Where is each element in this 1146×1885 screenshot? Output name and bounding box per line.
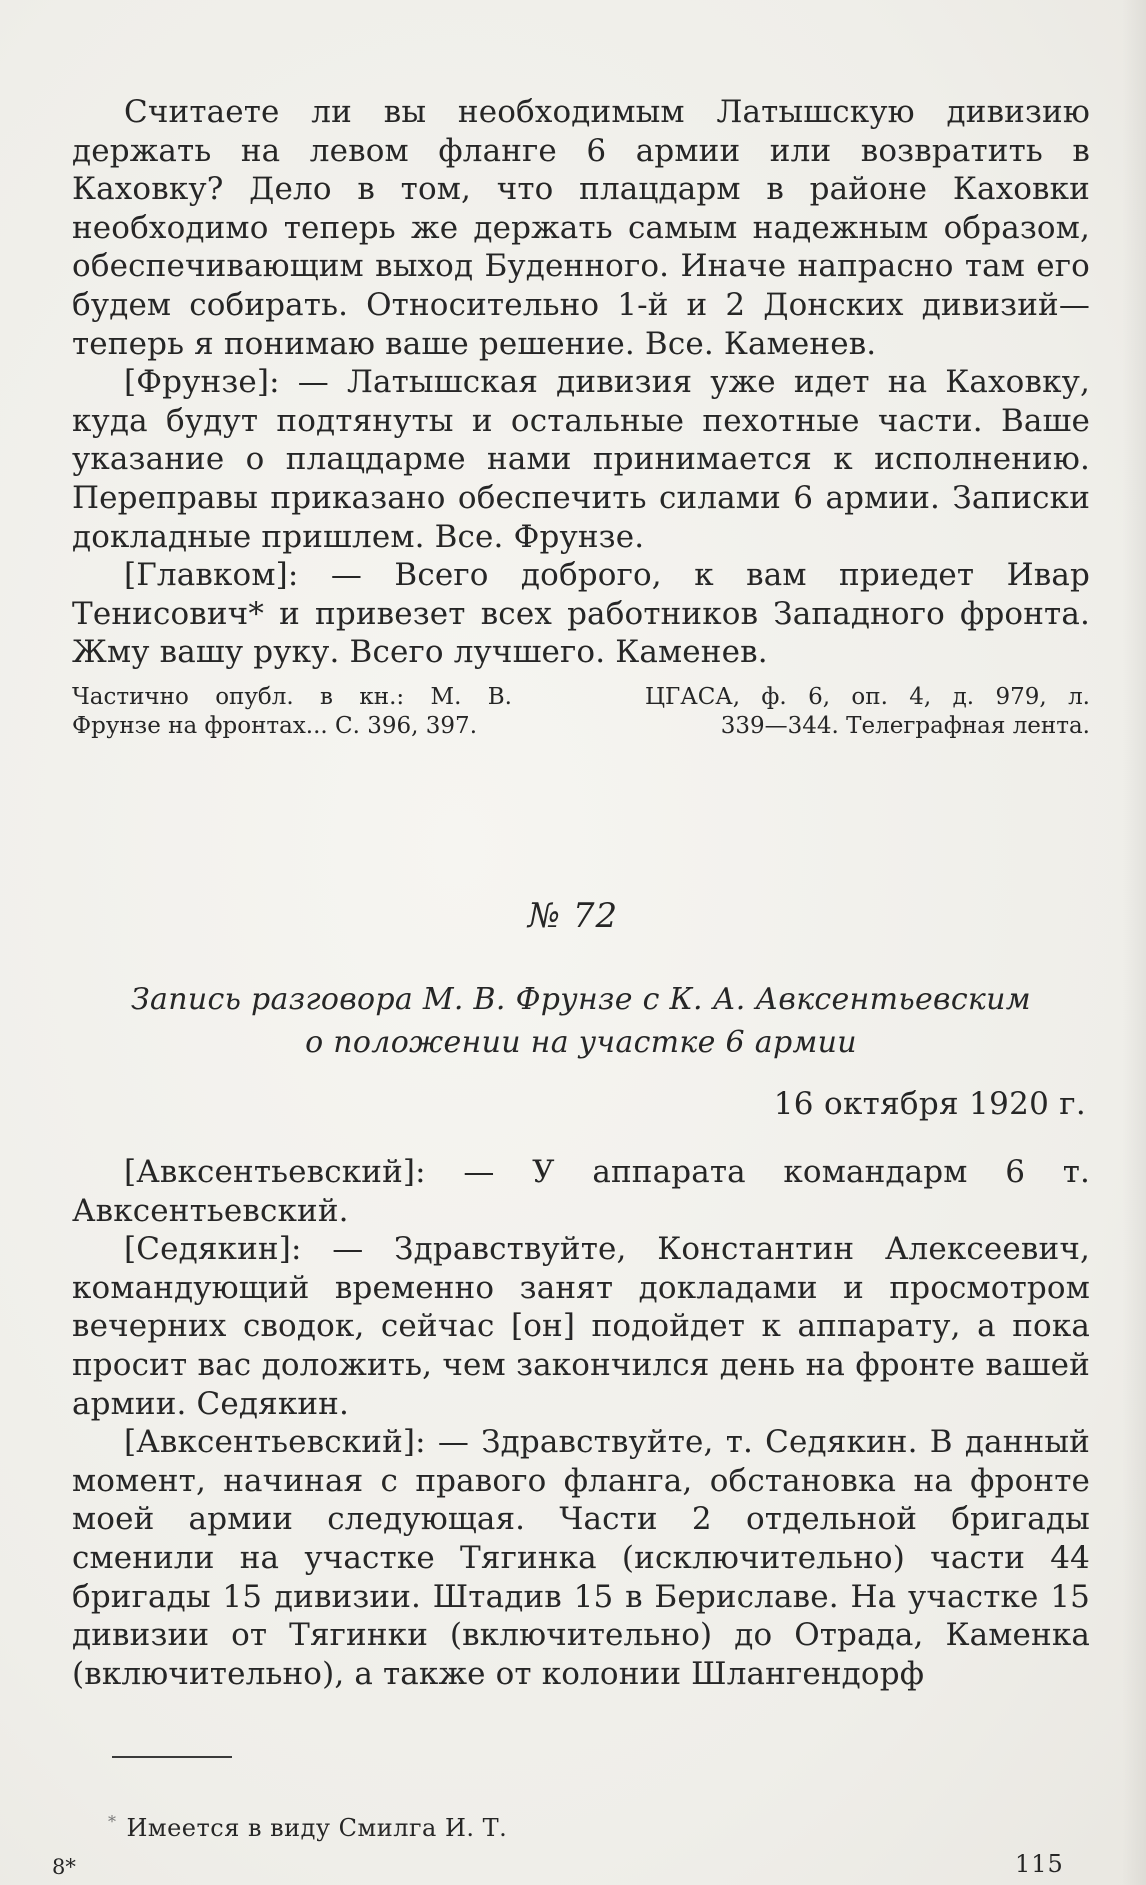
paragraph: [Главком]: — Всего доброго, к вам приедет Ивар Тенисович* и привезет всех работников Западного фронта. Жму вашу руку. Всего лучшего. Каменев. xyxy=(72,557,1090,671)
archive-source-line-1: ЦГАСА, ф. 6, оп. 4, д. 979, л. xyxy=(645,684,1090,710)
document-title xyxy=(72,978,1090,1064)
archive-source-line-2: 339—344. Телеграфная лента. xyxy=(720,713,1090,739)
page-spine-shadow xyxy=(1122,0,1146,1885)
footnote-text: Имеется в виду Смилга И. Т. xyxy=(126,1814,508,1842)
paragraph: [Авксентьевский]: — У аппарата командарм 6 т. Авксентьевский. xyxy=(72,1154,1090,1229)
document-title-line-2: о положении на участке 6 армии xyxy=(305,1025,857,1060)
printer-signature-mark: 8* xyxy=(52,1855,76,1879)
footnote-divider xyxy=(112,1756,232,1758)
paragraph: [Фрунзе]: — Латышская дивизия уже идет на Каховку, куда будут подтянуты и остальные пехотные части. Ваше указание о плацдарме нами принимается к исполнению. Переправы приказано обеспечить силами 6 армии. Записки докладные пришлем. Все. Фрунзе. xyxy=(72,364,1090,555)
paragraph: [Седякин]: — Здравствуйте, Константин Алексеевич, командующий временно занят докладами и просмотром вечерних сводок, сейчас [он] подойдет к аппарату, а пока просит вас доложить, чем закончился день на фронте вашей армии. Седякин. xyxy=(72,1231,1090,1422)
footnote xyxy=(108,1812,507,1842)
publication-source-note: Частично опубл. в кн.: М. В. Фрунзе на фронтах... С. 396, 397. xyxy=(72,684,512,739)
archive-source-note xyxy=(645,683,1090,741)
document-title-line-1: Запись разговора М. В. Фрунзе с К. А. Авксентьевским xyxy=(131,982,1031,1017)
footnote-mark: * xyxy=(108,1812,117,1831)
conversation-text-block-1 xyxy=(72,93,1090,672)
paragraph: [Авксентьевский]: — Здравствуйте, т. Седякин. В данный момент, начиная с правого фланга, обстановка на фронте моей армии следующая. Части 2 отдельной бригады сменили на участке Тягинка (исключительно) части 44 бригады 15 дивизии. Штадив 15 в Бериславе. На участке 15 дивизии от Тягинки (включительно) до Отрада, Каменка (включительно), а также от колонии Шлангендорф xyxy=(72,1424,1090,1692)
page-number: 115 xyxy=(1015,1850,1064,1878)
document-number: № 72 xyxy=(527,896,619,936)
paragraph: Считаете ли вы необходимым Латышскую дивизию держать на левом фланге 6 армии или возвратить в Каховку? Дело в том, что плацдарм в районе Каховки необходимо теперь же держать самым надежным образом, обеспечивающим выход Буденного. Иначе напрасно там его будем собирать. Относительно 1-й и 2 Донских дивизий—теперь я понимаю ваше решение. Все. Каменев. xyxy=(72,94,1090,362)
document-date: 16 октября 1920 г. xyxy=(773,1086,1086,1122)
conversation-text-block-2 xyxy=(72,1153,1090,1693)
